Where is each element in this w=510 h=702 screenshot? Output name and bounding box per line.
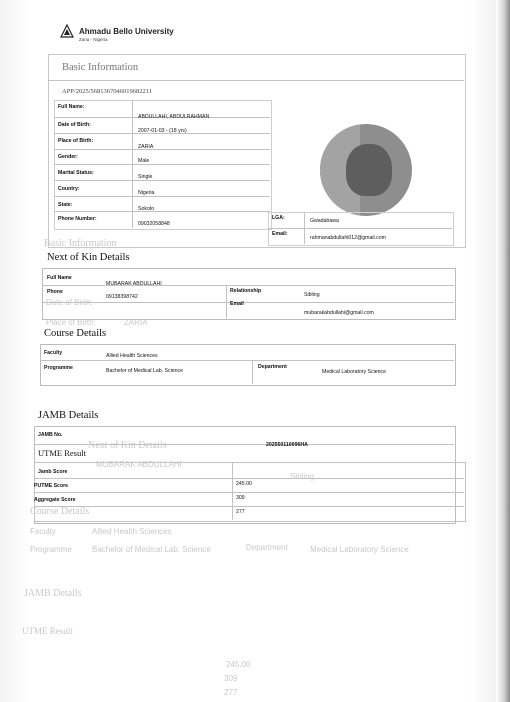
aggregate-label: Aggregate Score <box>34 497 76 503</box>
row-line <box>54 164 270 165</box>
nok-name-value: MUBARAK ABDULLAHI <box>106 281 162 287</box>
table-divider <box>232 462 233 520</box>
email-value: rahmanabdullahi012@gmail.com <box>310 235 386 241</box>
phone-label: Phone Number: <box>58 216 97 222</box>
lga-value: Gwadabawa <box>310 218 339 224</box>
row-line <box>42 302 454 303</box>
putme-value: 309 <box>236 495 245 501</box>
programme-value: Bachelor of Medical Lab. Science <box>106 368 183 374</box>
row-line <box>34 478 464 479</box>
ghost-course: Course Details <box>30 506 90 517</box>
nok-name-label: Full Name <box>47 275 72 281</box>
nok-phone-value: 09138398742 <box>106 294 138 300</box>
nok-email-label: Email <box>230 301 244 307</box>
row-line <box>54 211 270 212</box>
ghost-jamb: JAMB Details <box>24 588 82 599</box>
ghost-department-val: Medical Laboratory Science <box>310 545 409 554</box>
marital-status-value: Single <box>138 174 153 180</box>
country-label: Country: <box>58 186 80 192</box>
gender-label: Gender: <box>58 154 78 160</box>
divider <box>48 80 464 81</box>
dob-label: Date of Birth: <box>58 122 91 128</box>
lga-label: LGA: <box>272 215 285 221</box>
faculty-label: Faculty <box>44 350 63 356</box>
full-name-label: Full Name: <box>58 104 85 110</box>
jamb-no-label: JAMB No. <box>38 432 63 438</box>
university-name: Ahmadu Bello University <box>79 27 174 36</box>
row-line <box>54 196 270 197</box>
full-name-value: ABDULLAHI, ABDULRAHMAN <box>138 114 210 120</box>
scan-edge-shadow <box>496 0 510 702</box>
nok-title: Next of Kin Details <box>47 252 130 263</box>
university-location: Zaria - Nigeria <box>79 37 108 42</box>
ghost-nok-rel: Sibling <box>290 472 315 481</box>
ghost-programme: Programme <box>30 545 72 554</box>
phone-value: 09032058848 <box>138 221 170 227</box>
ghost-department: Department <box>246 543 288 552</box>
row-line <box>34 444 454 445</box>
nok-email-value: mubarakabdullahi@gmail.com <box>304 310 374 316</box>
ghost-faculty: Faculty <box>30 527 56 536</box>
row-line <box>268 228 452 229</box>
ghost-pob: Place of Birth: <box>46 318 96 327</box>
jamb-score-value: 245.00 <box>236 481 252 487</box>
row-line <box>54 149 270 150</box>
nok-relationship-value: Sibling <box>304 292 320 298</box>
state-value: Sokoto <box>138 206 155 212</box>
department-value: Medical Laboratory Science <box>322 369 387 375</box>
dob-value: 2007-01-03 - (18 yrs) <box>138 128 187 134</box>
ghost-nok-name: MUBARAK ABDULLAHI <box>96 460 182 469</box>
ghost-jamb-score: 245.00 <box>226 660 251 669</box>
ghost-basic-info: Basic Information <box>44 238 117 249</box>
course-card <box>40 344 456 386</box>
table-divider <box>252 360 253 384</box>
ghost-zaria: ZARIA <box>124 318 148 327</box>
utme-title: UTME Result <box>38 448 86 458</box>
email-label: Email: <box>272 231 288 237</box>
pob-label: Place of Birth: <box>58 138 94 144</box>
basic-info-title: Basic Information <box>62 62 139 73</box>
ghost-nok: Next of Kin Details <box>88 440 167 451</box>
row-line <box>42 285 454 286</box>
ghost-utme: UTME Result <box>22 626 73 636</box>
photo-head <box>346 144 392 196</box>
jamb-no-value: 202550110096HA <box>266 442 308 448</box>
nok-phone-label: Phone <box>47 289 63 295</box>
nok-card <box>42 268 456 320</box>
row-line <box>34 492 464 493</box>
country-value: Nigeria <box>138 190 155 196</box>
putme-label: PUTME Score <box>34 483 69 489</box>
university-logo-icon <box>60 24 74 38</box>
course-title: Course Details <box>44 328 107 339</box>
nok-relationship-label: Relationship <box>230 288 262 294</box>
jamb-score-label: Jamb Score <box>38 469 68 475</box>
marital-status-label: Marital Status: <box>58 170 94 176</box>
aggregate-value: 277 <box>236 509 245 515</box>
department-label: Department <box>258 364 287 370</box>
row-line <box>40 360 454 361</box>
ghost-dob: Date of Birth: <box>46 298 93 307</box>
gender-value: Male <box>138 158 150 164</box>
ghost-programme-val: Bachelor of Medical Lab. Science <box>92 545 211 554</box>
ghost-faculty-val: Allied Health Sciences <box>92 527 172 536</box>
jamb-title: JAMB Details <box>38 410 99 421</box>
faculty-value: Allied Health Sciences <box>106 353 158 359</box>
row-line <box>34 506 464 507</box>
ghost-putme: 309 <box>224 674 238 683</box>
ghost-aggregate: 277 <box>224 688 238 697</box>
passport-photo <box>320 124 412 216</box>
application-number: APP/2025/5681367046019682211 <box>62 88 153 95</box>
table-divider <box>226 285 227 318</box>
row-line <box>54 180 270 181</box>
pob-value: ZARIA <box>138 144 154 150</box>
programme-label: Programme <box>44 365 73 371</box>
state-label: State: <box>58 202 73 208</box>
